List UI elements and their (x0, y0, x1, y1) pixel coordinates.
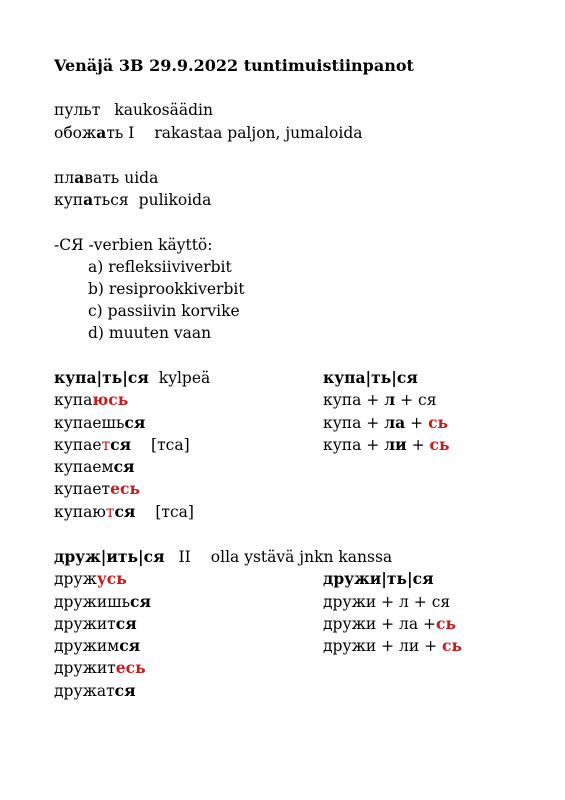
druzhit-past-3 (323, 637, 462, 655)
vocab-ru-pre: куп (54, 191, 84, 209)
form-ending: ся (114, 502, 136, 521)
druzhit-heading: друж|ить|ся (54, 547, 165, 566)
page-title: Venäjä 3B 29.9.2022 tuntimuistiinpanot (54, 56, 414, 75)
sya-use-b: b) resiprookkiverbit (88, 280, 245, 298)
form-stem: купаем (54, 458, 114, 476)
form-stem: купаю (54, 503, 106, 521)
form-ending: ся (130, 592, 151, 611)
form-mid: е (115, 658, 126, 677)
druzhit-past-1 (323, 593, 450, 611)
druzhit-form-6 (54, 682, 136, 700)
vocab-ru-stress: а (83, 190, 94, 209)
kupat-past-2 (323, 414, 448, 432)
kupat-form-5 (54, 480, 140, 498)
form-stem: купае (54, 436, 102, 454)
past-text: дружи + ла + (323, 615, 437, 633)
vocab-line-1 (54, 101, 213, 119)
sya-use-d: d) muuten vaan (88, 324, 212, 342)
form-stem: дружит (54, 615, 116, 633)
vocab-fi: kaukosäädin (114, 101, 213, 119)
past-suffix: ла (384, 413, 406, 432)
sya-use-c: c) passiivin korvike (88, 302, 240, 320)
form-ending: ся (113, 457, 135, 476)
vocab-ru-stress: а (96, 123, 107, 142)
kupat-form-2 (54, 414, 145, 432)
form-ending: сь (125, 658, 146, 677)
vocab-fi: uida (124, 169, 159, 187)
form-mid: ю (92, 390, 109, 409)
past-stem: купа + (323, 436, 385, 454)
vocab-ru-post: ться (93, 191, 129, 209)
kupat-past-1 (323, 391, 436, 409)
pronunciation-note: [тса] (155, 503, 194, 521)
form-ending: ся (119, 636, 141, 655)
form-ending: сь (106, 569, 127, 588)
form-ending: ся (114, 681, 136, 700)
kupat-form-1 (54, 391, 128, 409)
druzhit-form-1 (54, 570, 127, 588)
form-stem: купаешь (54, 414, 125, 432)
past-ending: сь (442, 636, 463, 655)
form-ending: сь (108, 390, 129, 409)
past-stem: купа + (323, 414, 385, 432)
kupat-past-heading: купа|ть|ся (323, 368, 418, 387)
form-stem: друж (54, 570, 97, 588)
vocab-ru-pre: пл (54, 169, 75, 187)
form-stem: дружим (54, 637, 120, 655)
kupat-form-3 (54, 436, 190, 454)
past-suffix: л (384, 390, 396, 409)
form-mid: т (105, 503, 115, 521)
vocab-ru-pre: обож (54, 124, 97, 142)
form-ending: ся (115, 614, 137, 633)
sya-heading: -СЯ -verbien käyttö: (54, 236, 213, 254)
druzhit-past-2 (323, 615, 456, 633)
form-stem: дружат (54, 682, 115, 700)
form-mid: у (96, 569, 107, 588)
pronunciation-note: [тса] (151, 436, 190, 454)
past-ending: сь (436, 614, 456, 633)
druzhit-heading-line (54, 548, 392, 566)
past-text: дружи + ли + (323, 637, 443, 655)
vocab-line-2 (54, 124, 363, 142)
kupat-form-6 (54, 503, 194, 521)
form-stem: дружишь (54, 593, 131, 611)
plus-sign: + (406, 436, 430, 454)
druzhit-gloss: olla ystävä jnkn kanssa (210, 548, 393, 566)
kupat-heading-line (54, 369, 210, 387)
vocab-fi: pulikoida (138, 191, 212, 209)
form-ending: ся (110, 435, 132, 454)
kupat-gloss: kylpeä (158, 369, 211, 387)
plus-sign: + (395, 391, 419, 409)
past-ending: сь (428, 413, 449, 432)
past-text: дружи + л + ся (323, 593, 451, 611)
druzhit-form-5 (54, 659, 146, 677)
druzhit-form-3 (54, 615, 137, 633)
vocab-line-4 (54, 191, 211, 209)
past-ending: ся (418, 391, 437, 409)
druzhit-past-heading: дружи|ть|ся (323, 569, 434, 588)
plus-sign: + (405, 414, 429, 432)
druzhit-form-4 (54, 637, 140, 655)
vocab-ru: пульт (54, 101, 101, 119)
form-mid: т (101, 436, 111, 454)
kupat-past-3 (323, 436, 449, 454)
vocab-ru-post: ть I (106, 124, 135, 142)
form-stem: дружит (54, 659, 116, 677)
kupat-form-4 (54, 458, 135, 476)
vocab-line-3 (54, 169, 158, 187)
form-ending: сь (120, 479, 140, 498)
vocab-fi: rakastaa paljon, jumaloida (154, 124, 363, 142)
form-ending: ся (124, 413, 146, 432)
form-stem: купа (54, 391, 93, 409)
form-mid: е (110, 479, 121, 498)
past-suffix: ли (384, 435, 407, 454)
druzhit-conjugation: II (178, 548, 191, 566)
sya-use-a: a) refleksiiviverbit (88, 258, 232, 276)
vocab-ru-stress: а (74, 168, 85, 187)
form-stem: купает (54, 480, 111, 498)
vocab-ru-post: вать (84, 169, 120, 187)
druzhit-form-2 (54, 593, 151, 611)
kupat-heading: купа|ть|ся (54, 368, 149, 387)
past-ending: сь (429, 435, 450, 454)
past-stem: купа + (323, 391, 385, 409)
